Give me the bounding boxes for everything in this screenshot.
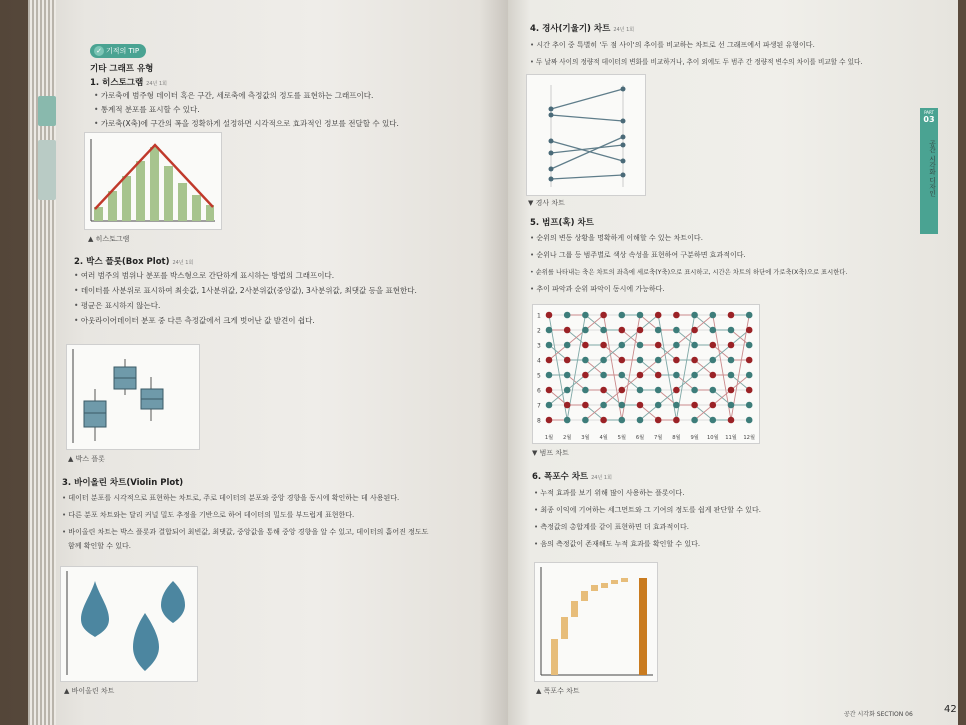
bump-node bbox=[600, 387, 607, 394]
violin-shape bbox=[161, 581, 185, 623]
bump-node bbox=[600, 342, 607, 349]
slope-point bbox=[621, 119, 626, 124]
month-label: 12월 bbox=[743, 435, 756, 441]
bump-node bbox=[582, 417, 589, 424]
bump-figure bbox=[532, 304, 760, 444]
bullet: • 가로축(X축)에 구간의 폭을 정확하게 설정하면 시각적으로 효과적인 정보를 전달할 수 있다. bbox=[94, 118, 399, 129]
bump-node bbox=[637, 357, 644, 364]
histogram-tag: 24년 1회 bbox=[146, 81, 167, 87]
slope-chart bbox=[527, 75, 645, 195]
violin-chart bbox=[61, 567, 197, 681]
bullet: • 음의 측정값이 존재해도 누적 효과를 확인할 수 있다. bbox=[534, 539, 700, 549]
right-page bbox=[508, 0, 958, 725]
boxplot-tag: 24년 1회 bbox=[172, 260, 194, 266]
bump-node bbox=[746, 402, 753, 409]
bump-node bbox=[728, 372, 735, 379]
bump-node bbox=[637, 387, 644, 394]
bump-node bbox=[546, 357, 553, 364]
bump-node bbox=[691, 387, 698, 394]
bump-node bbox=[619, 417, 626, 424]
waterfall-bar bbox=[611, 580, 618, 584]
bump-node bbox=[673, 372, 680, 379]
bump-node bbox=[673, 357, 680, 364]
bullet: • 통계적 분포를 표시할 수 있다. bbox=[94, 104, 200, 115]
slope-line bbox=[551, 89, 623, 109]
bump-node bbox=[655, 402, 662, 409]
bump-node bbox=[655, 312, 662, 319]
bump-node bbox=[582, 357, 589, 364]
bump-node bbox=[582, 312, 589, 319]
slope-point bbox=[549, 151, 554, 156]
bump-node bbox=[582, 387, 589, 394]
bump-node bbox=[710, 312, 717, 319]
bump-node bbox=[564, 312, 571, 319]
month-label: 4월 bbox=[599, 435, 608, 441]
slope-line bbox=[551, 175, 623, 179]
hist-bar bbox=[178, 183, 187, 221]
slope-caption: ▼ 경사 차트 bbox=[528, 199, 565, 207]
waterfall-figure bbox=[534, 562, 658, 682]
bullet: • 데이터를 사분위로 표시하여 최솟값, 1사분위값, 2사분위값(중앙값), 3사분위값, 최댓값 등을 표현한다. bbox=[74, 285, 417, 296]
bullet: • 시간 추이 중 특별히 '두 점 사이'의 추이를 비교하는 차트로 선 그래프에서 파생된 유형이다. bbox=[530, 40, 815, 50]
waterfall-chart bbox=[535, 563, 657, 681]
rank-label: 8 bbox=[537, 417, 541, 425]
bump-node bbox=[728, 357, 735, 364]
slope-point bbox=[549, 167, 554, 172]
bullet-continuation: 함께 확인할 수 있다. bbox=[68, 542, 131, 550]
month-label: 11월 bbox=[725, 435, 737, 441]
bump-node bbox=[691, 372, 698, 379]
bump-node bbox=[637, 417, 644, 424]
bullet: • 아웃라이어데이터 분포 중 다른 측정값에서 크게 벗어난 값 발견이 쉽다. bbox=[74, 315, 315, 326]
bullet: • 바이올린 차트는 박스 플롯과 결합되어 최빈값, 최댓값, 중앙값을 통해 중앙 경향을 알 수 있고, 데이터의 흩어진 정도도 bbox=[62, 527, 428, 537]
tip-icon: ✓ bbox=[94, 46, 104, 56]
waterfall-tag: 24년 1회 bbox=[591, 475, 612, 481]
slope-point bbox=[549, 177, 554, 182]
page-number: 42 bbox=[944, 704, 957, 715]
waterfall-bar bbox=[571, 601, 578, 617]
boxplot-title: 2. 박스 플롯(Box Plot) bbox=[74, 257, 170, 267]
bump-node bbox=[728, 387, 735, 394]
bump-node bbox=[564, 387, 571, 394]
slope-point bbox=[549, 107, 554, 112]
bullet: • 순위의 변동 상황을 명확하게 이해할 수 있는 차트이다. bbox=[530, 233, 703, 243]
bump-node bbox=[582, 342, 589, 349]
histogram-title: 1. 히스토그램 bbox=[90, 78, 144, 88]
bump-node bbox=[746, 387, 753, 394]
bump-node bbox=[600, 372, 607, 379]
slope-line bbox=[551, 141, 623, 161]
waterfall-bar bbox=[581, 591, 588, 601]
bump-node bbox=[619, 342, 626, 349]
tip-label: 기적의 TIP bbox=[106, 47, 140, 55]
bump-node bbox=[546, 402, 553, 409]
month-label: 2월 bbox=[563, 435, 572, 441]
bullet: • 두 날짜 사이의 정량적 데이터의 변화를 비교하거나, 추이 외에도 두 범주 간 정량적 변수의 차이를 비교할 수 있다. bbox=[530, 56, 862, 66]
slope-point bbox=[549, 113, 554, 118]
slope-point bbox=[621, 143, 626, 148]
bump-node bbox=[673, 342, 680, 349]
bullet: • 누적 효과를 보기 위해 많이 사용하는 플롯이다. bbox=[534, 488, 684, 498]
bump-node bbox=[710, 402, 717, 409]
side-tab-part: PART bbox=[924, 110, 934, 115]
bump-node bbox=[710, 387, 717, 394]
bump-node bbox=[655, 387, 662, 394]
bump-node bbox=[546, 327, 553, 334]
bump-node bbox=[582, 372, 589, 379]
bump-node bbox=[673, 327, 680, 334]
violin-title: 3. 바이올린 차트(Violin Plot) bbox=[62, 478, 184, 488]
bullet: • 여러 범주의 범위나 분포를 박스형으로 간단하게 표시하는 방법의 그래프이다. bbox=[74, 270, 334, 281]
bump-node bbox=[564, 417, 571, 424]
footer-text: 공간 시각화 SECTION 06 bbox=[844, 711, 913, 718]
side-tab-number: 03 bbox=[923, 115, 935, 124]
bullet: • 측정값의 총합계를 같이 표현하면 더 효과적이다. bbox=[534, 522, 689, 532]
slope-point bbox=[621, 173, 626, 178]
bump-node bbox=[710, 417, 717, 424]
violin-shape bbox=[133, 613, 159, 671]
bullet: • 순위나 그룹 등 범주별로 색상 속성을 표현하여 구분하면 효과적이다. bbox=[530, 250, 746, 260]
bump-node bbox=[619, 372, 626, 379]
slope-line bbox=[551, 137, 623, 169]
hist-bar bbox=[206, 205, 214, 221]
waterfall-title: 6. 폭포수 차트 bbox=[532, 472, 589, 482]
waterfall-total-bar bbox=[639, 578, 647, 675]
edge-tab-2 bbox=[38, 140, 56, 200]
boxplot-chart bbox=[67, 345, 199, 449]
bump-node bbox=[691, 417, 698, 424]
waterfall-caption: ▲ 폭포수 차트 bbox=[536, 687, 580, 695]
rank-label: 7 bbox=[537, 402, 541, 410]
month-label: 7월 bbox=[654, 435, 663, 441]
bump-node bbox=[691, 342, 698, 349]
histogram-chart bbox=[85, 133, 221, 229]
violin-caption: ▲ 바이올린 차트 bbox=[64, 687, 115, 695]
bullet: • 데이터 분포를 시각적으로 표현하는 차트로, 주로 데이터의 분포와 중앙 경향을 동시에 확인하는 데 사용된다. bbox=[62, 493, 399, 503]
bump-node bbox=[564, 402, 571, 409]
hist-bar bbox=[136, 161, 145, 221]
bump-node bbox=[582, 327, 589, 334]
bump-node bbox=[746, 327, 753, 334]
boxplot-figure bbox=[66, 344, 200, 450]
bump-node bbox=[655, 372, 662, 379]
rank-label: 1 bbox=[537, 312, 541, 320]
bump-node bbox=[691, 357, 698, 364]
slope-title: 4. 경사(기울기) 차트 bbox=[530, 24, 611, 34]
bump-node bbox=[600, 327, 607, 334]
bump-node bbox=[746, 357, 753, 364]
hist-bar bbox=[150, 147, 159, 221]
bump-node bbox=[619, 357, 626, 364]
bump-node bbox=[637, 342, 644, 349]
bump-node bbox=[728, 417, 735, 424]
waterfall-bar bbox=[551, 639, 558, 675]
bump-node bbox=[710, 327, 717, 334]
bump-title: 5. 범프(혹) 차트 bbox=[530, 218, 594, 228]
waterfall-bar bbox=[591, 585, 598, 591]
bullet: • 가로축에 범주형 데이터 혹은 구간, 세로축에 측정값의 정도를 표현하는 그래프이다. bbox=[94, 90, 373, 101]
bump-node bbox=[619, 387, 626, 394]
bump-node bbox=[655, 327, 662, 334]
waterfall-bar bbox=[601, 583, 608, 588]
slope-tag: 24년 1회 bbox=[613, 27, 635, 33]
bump-node bbox=[673, 312, 680, 319]
month-label: 6월 bbox=[635, 435, 645, 441]
bump-node bbox=[710, 342, 717, 349]
bump-node bbox=[546, 342, 553, 349]
left-page bbox=[28, 0, 508, 725]
bump-node bbox=[710, 357, 717, 364]
month-label: 8월 bbox=[672, 435, 681, 441]
bump-node bbox=[673, 402, 680, 409]
hist-bar bbox=[192, 195, 201, 221]
slope-line bbox=[551, 145, 623, 153]
bump-node bbox=[746, 417, 753, 424]
bump-node bbox=[710, 372, 717, 379]
boxplot-caption: ▲ 박스 플롯 bbox=[68, 455, 105, 463]
bump-node bbox=[655, 417, 662, 424]
month-label: 3월 bbox=[581, 435, 590, 441]
violin-shape bbox=[81, 581, 109, 637]
bump-node bbox=[546, 312, 553, 319]
bump-node bbox=[673, 417, 680, 424]
item-title bbox=[62, 476, 183, 488]
waterfall-bar bbox=[561, 617, 568, 639]
bump-node bbox=[746, 342, 753, 349]
bump-node bbox=[619, 312, 626, 319]
bump-node bbox=[691, 312, 698, 319]
waterfall-bar bbox=[621, 578, 628, 582]
bump-node bbox=[746, 312, 753, 319]
bump-node bbox=[691, 327, 698, 334]
bump-node bbox=[691, 402, 698, 409]
bump-node bbox=[637, 372, 644, 379]
bump-node bbox=[564, 327, 571, 334]
month-label: 5월 bbox=[617, 435, 626, 441]
slope-point bbox=[621, 135, 626, 140]
violin-figure bbox=[60, 566, 198, 682]
histogram-caption: ▲ 히스토그램 bbox=[88, 235, 130, 243]
bump-node bbox=[746, 372, 753, 379]
bump-node bbox=[564, 372, 571, 379]
bump-node bbox=[637, 402, 644, 409]
bump-node bbox=[728, 312, 735, 319]
slope-point bbox=[549, 139, 554, 144]
bump-node bbox=[600, 312, 607, 319]
bump-node bbox=[673, 387, 680, 394]
slope-figure bbox=[526, 74, 646, 196]
bump-node bbox=[637, 312, 644, 319]
month-label: 1월 bbox=[544, 435, 554, 441]
bullet: • 다른 분포 차트와는 달리 커널 밀도 추정을 기반으로 하여 데이터의 밀도를 부드럽게 표현한다. bbox=[62, 510, 354, 520]
bump-node bbox=[546, 387, 553, 394]
bump-node bbox=[619, 402, 626, 409]
box-1 bbox=[84, 401, 106, 427]
bump-node bbox=[564, 357, 571, 364]
bump-node bbox=[655, 342, 662, 349]
item-title bbox=[530, 22, 634, 34]
slope-point bbox=[621, 87, 626, 92]
bump-node bbox=[728, 342, 735, 349]
hist-bar bbox=[108, 191, 117, 221]
hist-bar bbox=[122, 176, 131, 221]
histogram-figure bbox=[84, 132, 222, 230]
bump-node bbox=[619, 327, 626, 334]
bullet: • 평균은 표시하지 않는다. bbox=[74, 300, 160, 311]
bump-node bbox=[546, 417, 553, 424]
bump-node bbox=[582, 402, 589, 409]
bump-caption: ▼ 범프 차트 bbox=[532, 449, 569, 457]
month-label: 10월 bbox=[706, 435, 719, 441]
slope-point bbox=[621, 159, 626, 164]
edge-tab-1 bbox=[38, 96, 56, 126]
bump-chart bbox=[533, 305, 759, 443]
bump-node bbox=[655, 357, 662, 364]
bullet: • 최종 이익에 기여하는 세그먼트와 그 기여의 정도를 쉽게 판단할 수 있다. bbox=[534, 505, 761, 515]
bump-node bbox=[546, 372, 553, 379]
item-title bbox=[530, 216, 594, 228]
rank-label: 6 bbox=[537, 387, 541, 395]
bump-node bbox=[600, 357, 607, 364]
bump-node bbox=[600, 417, 607, 424]
bump-node bbox=[728, 327, 735, 334]
bump-node bbox=[728, 402, 735, 409]
rank-label: 5 bbox=[537, 372, 541, 380]
item-title bbox=[90, 76, 167, 88]
hist-bar bbox=[164, 166, 173, 221]
rank-label: 3 bbox=[537, 342, 541, 350]
bullet: • 추이 파악과 순위 파악이 동시에 가능하다. bbox=[530, 284, 665, 294]
side-tab-title: 공간 시각화 디자인 bbox=[928, 140, 936, 197]
month-label: 9월 bbox=[690, 435, 699, 441]
item-title bbox=[532, 470, 612, 482]
tip-badge bbox=[90, 44, 146, 58]
bump-node bbox=[637, 327, 644, 334]
bump-node bbox=[564, 342, 571, 349]
rank-label: 4 bbox=[537, 357, 541, 365]
bump-node bbox=[600, 402, 607, 409]
section-title: 기타 그래프 유형 bbox=[90, 64, 154, 74]
rank-label: 2 bbox=[537, 327, 541, 335]
item-title bbox=[74, 255, 193, 267]
slope-line bbox=[551, 115, 623, 121]
bullet: • 순위를 나타내는 축은 차트의 좌측에 세로축(Y축)으로 표시하고, 시간은 차트의 하단에 가로축(X축)으로 표시한다. bbox=[530, 267, 847, 276]
